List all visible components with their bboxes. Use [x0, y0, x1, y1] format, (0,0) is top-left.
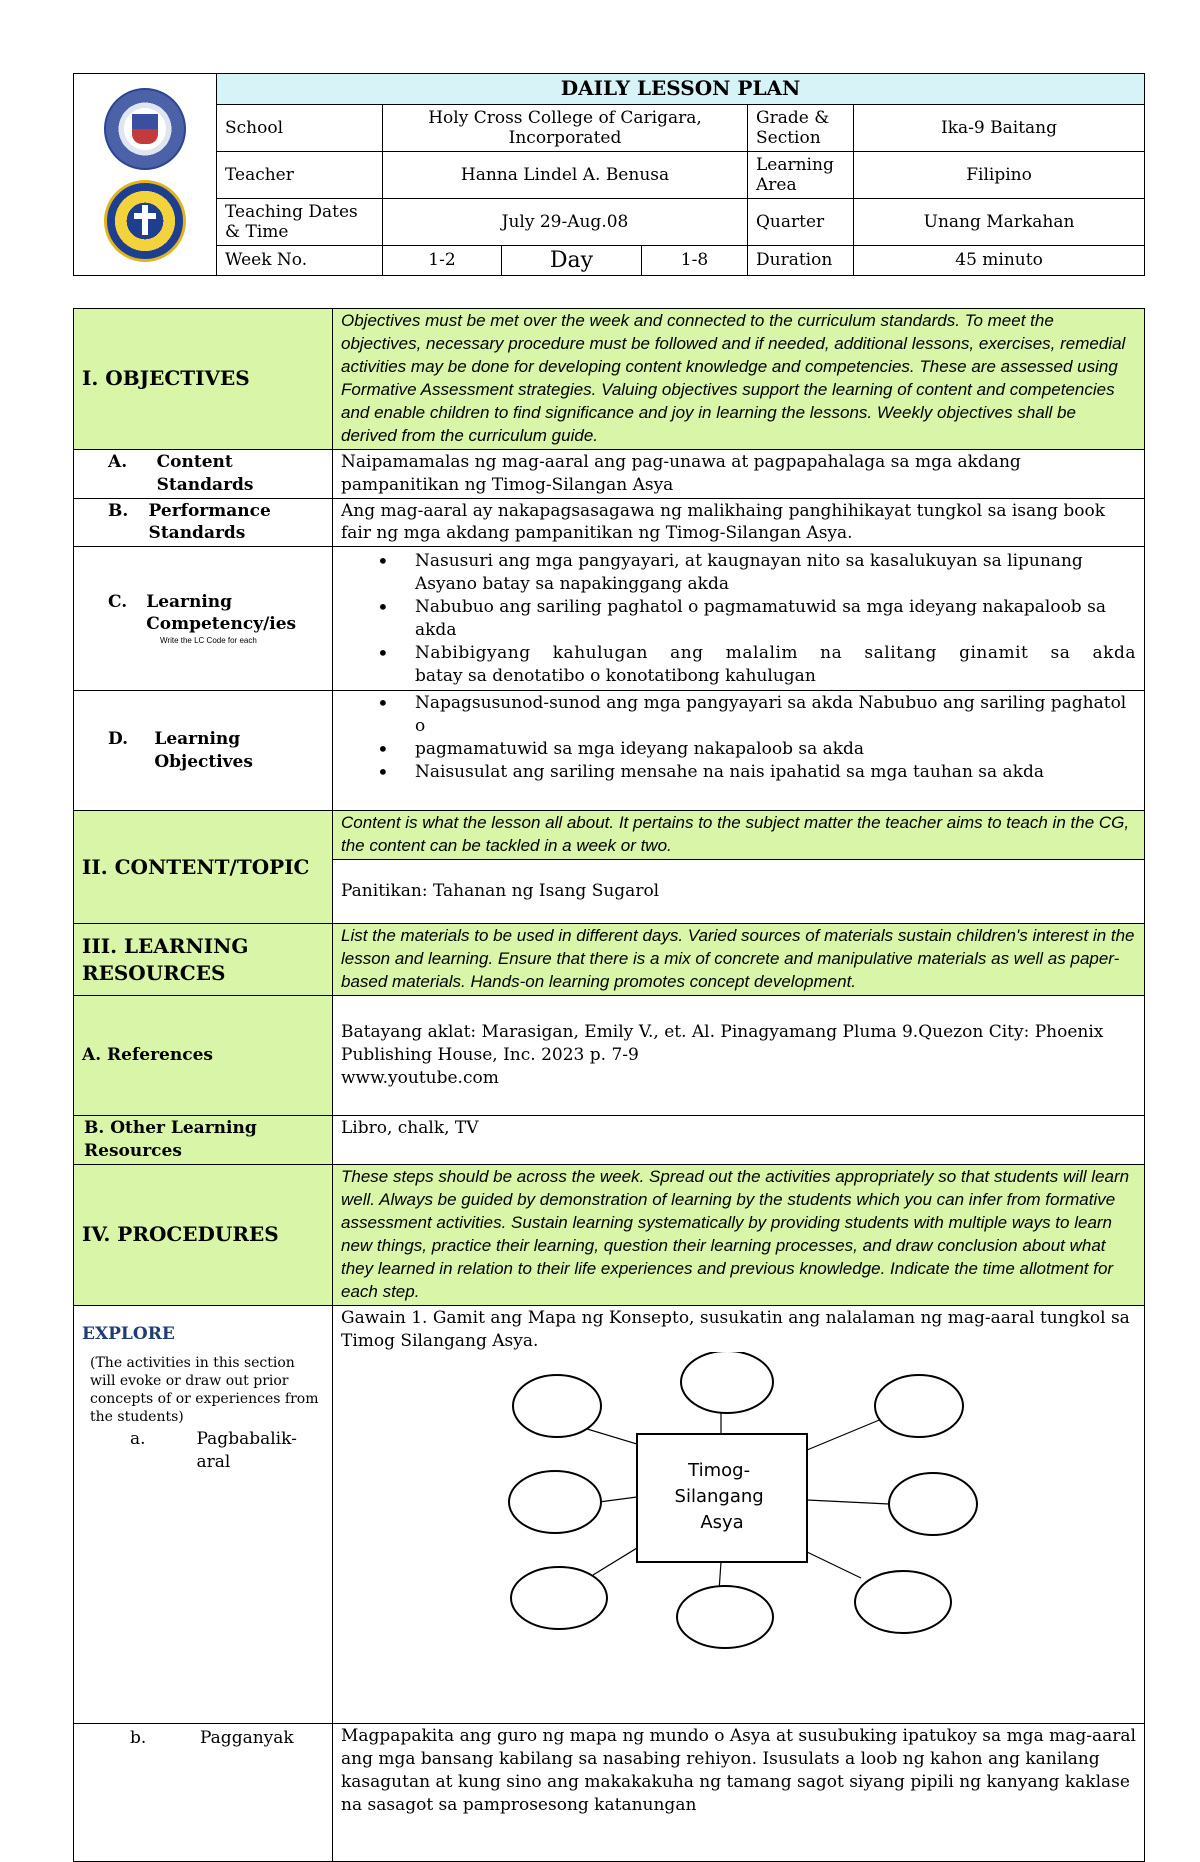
references-book: Batayang aklat: Marasigan, Emily V., et. Al. Pinagyamang Pluma 9.Quezon City: Phoenix Publishing House, Inc. 2023 p. 7-9 — [341, 1022, 1104, 1066]
performance-standards-letter: B. — [108, 500, 129, 521]
competencies-letter: C. — [108, 591, 128, 612]
content-note: Content is what the lesson all about. It pertains to the subject matter the teacher aims to teach in the CG, the content can be tackled in a week or two. — [333, 811, 1145, 860]
references-label-cell — [74, 996, 333, 1116]
explore-description: (The activities in this section will evoke or draw out prior concepts of or experiences from the students) — [90, 1354, 319, 1426]
map-bubble — [513, 1375, 601, 1437]
competencies-list-cell — [333, 547, 1145, 691]
teacher-label: Teacher — [217, 152, 383, 199]
competencies-note: Write the LC Code for each — [160, 636, 257, 646]
duration-value: 45 minuto — [854, 246, 1145, 276]
document-title: DAILY LESSON PLAN — [217, 74, 1145, 105]
performance-standards-label: Performance Standards — [148, 500, 271, 544]
content-heading: II. CONTENT/TOPIC — [82, 854, 310, 879]
objective-item: • pagmamatuwid sa mga ideyang nakapaloob sa akda — [415, 738, 1136, 761]
resources-note: List the materials to be used in different days. Varied sources of materials sustain children's interest in the lesson and learning. Ensure that there is a mix of concrete and manipulative materials as well as paper-based materials. Hands-on learning promotes concept development. — [333, 924, 1145, 996]
motivation-text: Magpapakita ang guro ng mapa ng mundo o Asya at susubuking ipatukoy sa mga mag-aaral ang mga bansang kabilang sa nasabing rehiyon. Isusulats a loob ng kahon ang kanilang kasagutan at kung sino ang makakakuha ng tamang sagot siyang pipili ng kanyang kaklase na sasagot sa pamprosesong katanungan — [333, 1724, 1145, 1862]
resources-heading: III. LEARNING RESOURCES — [82, 933, 249, 985]
explore-cell — [74, 1305, 333, 1724]
procedures-heading: IV. PROCEDURES — [82, 1222, 279, 1247]
explore-activity-cell — [333, 1305, 1145, 1724]
map-bubble — [509, 1471, 601, 1533]
logos-cell — [74, 74, 217, 276]
resources-heading-cell — [74, 924, 333, 996]
other-resources-label: B. Other Learning Resources — [84, 1118, 257, 1161]
motivation-label: Pagganyak — [200, 1728, 294, 1749]
map-bubble — [875, 1375, 963, 1437]
map-bubble — [677, 1586, 773, 1648]
competency-item: • Nabubuo ang sariling paghatol o pagmamatuwid sa mga ideyang nakapaloob sa akda — [415, 596, 1136, 642]
quarter-value: Unang Markahan — [854, 199, 1145, 246]
competency-item: • Nabibigyang kahulugan ang malalim na salitang ginamit sa akda — [415, 642, 1136, 665]
grade-label: Grade & Section — [748, 105, 854, 152]
learning-objectives-label: Learning Objectives — [154, 728, 253, 772]
dates-label: Teaching Dates & Time — [217, 199, 383, 246]
school-value: Holy Cross College of Carigara, Incorporated — [383, 105, 748, 152]
review-letter: a. — [130, 1429, 146, 1450]
day-value: 1-8 — [642, 246, 748, 276]
content-standards-letter: A. — [108, 451, 128, 472]
references-cell — [333, 996, 1145, 1116]
map-center-line: Silangang — [674, 1486, 764, 1508]
learning-objectives-label-cell — [74, 691, 333, 811]
competency-item: • Nasusuri ang mga pangyayari, at kaugnayan nito sa kasalukuyan sa lipunang Asyano batay sa napakinggang akda — [415, 550, 1136, 596]
objective-item: • Naisusulat ang sariling mensahe na nais ipahatid sa mga tauhan sa akda — [415, 761, 1136, 784]
other-resources-label-cell — [74, 1116, 333, 1165]
map-center-line: Asya — [700, 1512, 744, 1534]
content-standards-label: Content Standards — [156, 451, 254, 495]
lesson-header-table — [73, 73, 1145, 276]
objectives-heading: I. OBJECTIVES — [82, 366, 250, 391]
content-topic-value: Panitikan: Tahanan ng Isang Sugarol — [333, 860, 1145, 924]
learning-objectives-list-cell — [333, 691, 1145, 811]
content-standards-text: Naipamamalas ng mag-aaral ang pag-unawa at pagpapahalaga sa mga akdang pampanitikan ng Timog-Silangan Asya — [333, 449, 1145, 498]
explore-activity-text: Gawain 1. Gamit ang Mapa ng Konsepto, susukatin ang nalalaman ng mag-aaral tungkol sa Timog Silangang Asya. — [341, 1307, 1130, 1351]
review-label: Pagbabalik-aral — [196, 1429, 297, 1473]
school-label: School — [217, 105, 383, 152]
area-value: Filipino — [854, 152, 1145, 199]
learning-objectives-letter: D. — [108, 728, 129, 749]
content-standards-label-cell — [74, 449, 333, 498]
motivation-label-cell — [74, 1724, 333, 1862]
concept-map — [341, 1352, 1121, 1722]
day-label: Day — [502, 246, 642, 276]
procedures-heading-cell — [74, 1164, 333, 1305]
week-value: 1-2 — [383, 246, 502, 276]
deped-seal-icon — [104, 88, 186, 170]
map-bubble — [681, 1352, 773, 1413]
objectives-heading-cell — [74, 309, 333, 450]
references-label: A. References — [82, 1045, 213, 1066]
concept-map-diagram — [341, 1352, 1121, 1672]
teacher-value: Hanna Lindel A. Benusa — [383, 152, 748, 199]
objectives-note: Objectives must be met over the week and connected to the curriculum standards. To meet the objectives, necessary procedure must be followed and if needed, additional lessons, exercises, remedial activities may be done for developing content knowledge and competencies. These are assessed using Formative Assessment strategies. Valuing objectives support the learning of content and competencies and enable children to find significance and joy in learning the lessons. Weekly objectives shall be derived from the curriculum guide. — [333, 309, 1145, 450]
duration-label: Duration — [748, 246, 854, 276]
competencies-label: Learning Competency/ies — [146, 591, 297, 635]
area-label: Learning Area — [748, 152, 854, 199]
motivation-letter: b. — [130, 1728, 147, 1749]
explore-title: EXPLORE — [82, 1323, 175, 1344]
performance-standards-text: Ang mag-aaral ay nakapagsasagawa ng malikhaing panghihikayat tungkol sa isang book fair ng mga akdang pampanitikan ng Timog-Silangan Asya. — [333, 498, 1145, 547]
dates-value: July 29-Aug.08 — [383, 199, 748, 246]
references-link: www.youtube.com — [341, 1068, 499, 1089]
map-bubble — [511, 1567, 607, 1629]
map-bubble — [855, 1571, 951, 1633]
procedures-note: These steps should be across the week. Spread out the activities appropriately so that students will learn well. Always be guided by demonstration of learning by the students which you can infer from formative assessment activities. Sustain learning systematically by providing students with multiple ways to learn new things, practice their learning, question their learning processes, and draw conclusion about what they learned in relation to their life experiences and previous knowledge. Indicate the time allotment for each step. — [333, 1164, 1145, 1305]
week-label: Week No. — [217, 246, 383, 276]
competencies-label-cell — [74, 547, 333, 691]
content-heading-cell — [74, 811, 333, 924]
competency-item-continuation: batay sa denotatibo o konotatibong kahulugan — [415, 665, 816, 686]
lesson-body-table — [73, 308, 1145, 1862]
objective-item: • Napagsusunod-sunod ang mga pangyayari sa akda Nabubuo ang sariling paghatol o — [415, 692, 1136, 738]
quarter-label: Quarter — [748, 199, 854, 246]
grade-value: Ika-9 Baitang — [854, 105, 1145, 152]
other-resources-value: Libro, chalk, TV — [333, 1116, 1145, 1165]
performance-standards-label-cell — [74, 498, 333, 547]
school-seal-icon — [104, 180, 186, 262]
map-bubble — [889, 1473, 977, 1535]
map-center-line: Timog- — [688, 1460, 751, 1482]
